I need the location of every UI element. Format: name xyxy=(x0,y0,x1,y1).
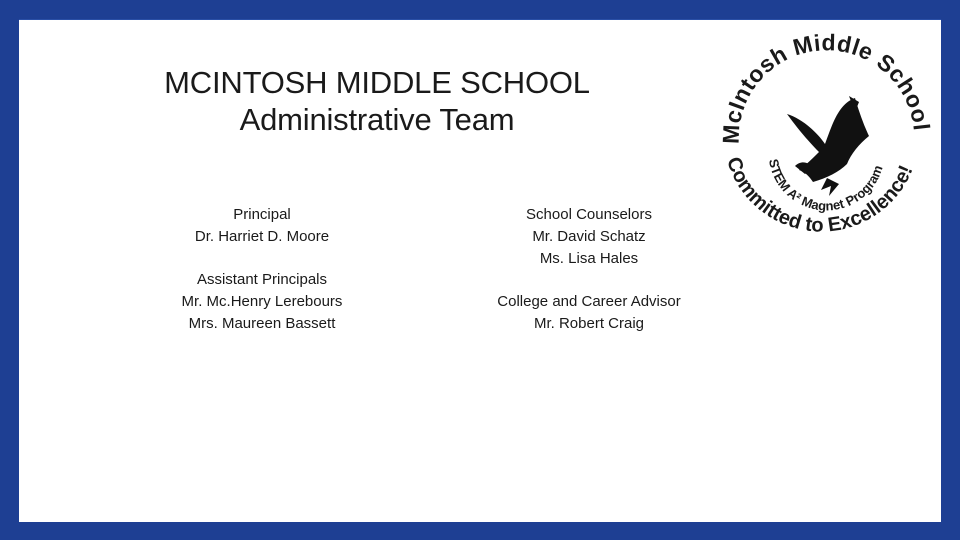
assistant-principal-name: Mr. Mc.Henry Lerebours xyxy=(181,293,343,310)
slide-canvas xyxy=(19,19,941,522)
counselors-heading: School Counselors xyxy=(526,206,652,223)
assistant-principals-heading: Assistant Principals xyxy=(196,271,328,288)
school-logo xyxy=(709,32,939,252)
counselor-name: Mr. David Schatz xyxy=(532,228,646,245)
counselor-name: Ms. Lisa Hales xyxy=(539,250,639,267)
career-advisor-heading: College and Career Advisor xyxy=(497,293,681,310)
logo-ring-top-text: McIntosh Middle School xyxy=(717,32,935,145)
logo-program-text: STEM A² Magnet Program xyxy=(765,157,886,214)
principal-heading: Principal xyxy=(233,206,291,223)
slide-title xyxy=(139,64,615,138)
school-logo-graphic xyxy=(709,32,939,252)
career-advisor-block xyxy=(474,291,704,335)
eagle-icon xyxy=(787,96,869,196)
career-advisor-name: Mr. Robert Craig xyxy=(533,315,645,332)
title-school-name: MCINTOSH MIDDLE SCHOOL xyxy=(164,65,590,100)
logo-motto-text: Committed to Excellence! xyxy=(722,154,918,237)
title-subtitle: Administrative Team xyxy=(239,102,515,137)
assistant-principal-name: Mrs. Maureen Bassett xyxy=(188,315,336,332)
principal-name: Dr. Harriet D. Moore xyxy=(194,228,330,245)
counselors-block xyxy=(489,204,689,270)
principal-block xyxy=(167,204,357,248)
assistant-principals-block xyxy=(162,269,362,335)
